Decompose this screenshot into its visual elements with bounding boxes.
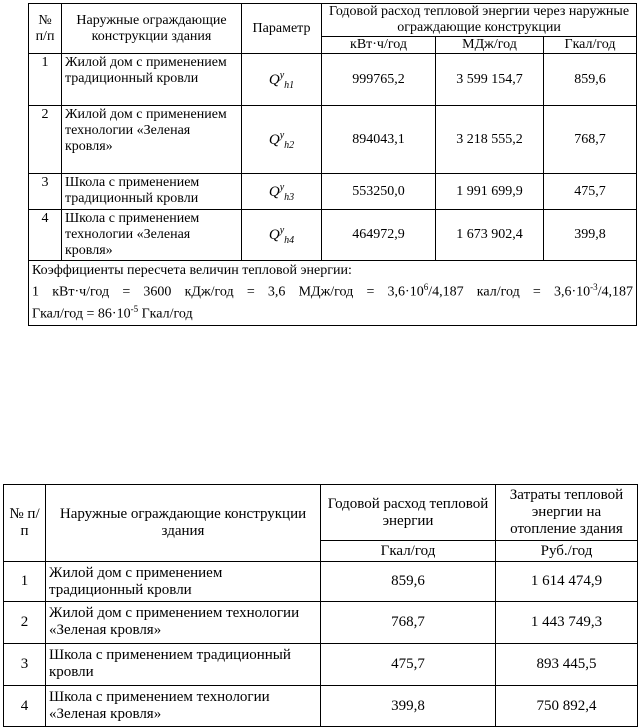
row-number: 4 <box>29 210 62 261</box>
value-mj: 3 599 154,7 <box>436 54 544 106</box>
table-row <box>29 210 637 261</box>
heat-consumption-table <box>28 3 637 326</box>
header-unit-mj: МДж/год <box>436 37 544 54</box>
table-row <box>29 106 637 174</box>
parameter-symbol: $Q^y_{h2}$ <box>242 106 322 174</box>
value-gcal: 768,7 <box>544 106 637 174</box>
value-kwh: 553250,0 <box>322 174 436 210</box>
value-gcal: 399,8 <box>321 686 496 727</box>
value-gcal: 768,7 <box>321 602 496 644</box>
header-unit-rub: Руб./год <box>496 541 638 562</box>
table-row <box>29 54 637 106</box>
row-structure: Школа с применением традиционный кровли <box>46 644 321 686</box>
row-number: 2 <box>4 602 46 644</box>
header-consumption: Годовой расход тепловой энергии через наружные ограждающие конструкции <box>322 4 637 37</box>
value-gcal: 399,8 <box>544 210 637 261</box>
header-structures: Наружные ограждающие конструкции здания <box>46 485 321 562</box>
value-mj: 1 673 902,4 <box>436 210 544 261</box>
heating-cost-table <box>3 484 638 727</box>
header-unit-kwh: кВт·ч/год <box>322 37 436 54</box>
parameter-symbol: $Q^y_{h4}$ <box>242 210 322 261</box>
parameter-symbol: $Q^y_{h3}$ <box>242 174 322 210</box>
row-number: 4 <box>4 686 46 727</box>
row-number: 1 <box>29 54 62 106</box>
table-row <box>4 602 638 644</box>
row-structure: Школа с применением технологии «Зеленая кровля» <box>62 210 242 261</box>
row-structure: Жилой дом с применением традиционный кровли <box>46 562 321 602</box>
value-rub: 750 892,4 <box>496 686 638 727</box>
row-number: 3 <box>29 174 62 210</box>
header-no: № п/п <box>29 4 62 54</box>
header-parameter: Параметр <box>242 4 322 54</box>
row-structure: Школа с применением традиционный кровли <box>62 174 242 210</box>
row-structure: Школа с применением технологии «Зеленая кровля» <box>46 686 321 727</box>
header-structures: Наружные ограждающие конструкции здания <box>62 4 242 54</box>
value-kwh: 464972,9 <box>322 210 436 261</box>
row-number: 3 <box>4 644 46 686</box>
value-rub: 1 443 749,3 <box>496 602 638 644</box>
conversion-note-title: Коэффициенты пересчета величин тепловой энергии: <box>32 263 352 278</box>
value-mj: 1 991 699,9 <box>436 174 544 210</box>
parameter-symbol: $Q^y_{h1}$ <box>242 54 322 106</box>
row-number: 2 <box>29 106 62 174</box>
value-gcal: 859,6 <box>544 54 637 106</box>
conversion-note <box>29 261 637 326</box>
header-unit-gcal: Гкал/год <box>544 37 637 54</box>
conversion-note-formula: 1 кВт·ч/год = 3600 кДж/год = 3,6 $МДж/год = 3,6\cdot 10^6/4,187$ $кал/год = 3,6\cdot 10^{-3}/4,187$ <box>32 282 634 300</box>
value-gcal: 859,6 <box>321 562 496 602</box>
value-gcal: 475,7 <box>544 174 637 210</box>
value-rub: 1 614 474,9 <box>496 562 638 602</box>
value-kwh: 894043,1 <box>322 106 436 174</box>
table-row <box>4 686 638 727</box>
row-structure: Жилой дом с применением технологии «Зеленая кровля» <box>62 106 242 174</box>
value-gcal: 475,7 <box>321 644 496 686</box>
row-structure: Жилой дом с применением технологии «Зеленая кровля» <box>46 602 321 644</box>
table-row <box>4 562 638 602</box>
table-row <box>29 174 637 210</box>
header-no: № п/п <box>4 485 46 562</box>
conversion-note-formula-end: Гкал/год = $86\cdot 10^{-5}$ Гкал/год <box>32 303 193 322</box>
header-unit-gcal: Гкал/год <box>321 541 496 562</box>
table-row <box>4 644 638 686</box>
value-rub: 893 445,5 <box>496 644 638 686</box>
value-mj: 3 218 555,2 <box>436 106 544 174</box>
header-cost: Затраты тепловой энергии на отопление здания <box>496 485 638 541</box>
row-number: 1 <box>4 562 46 602</box>
header-consumption: Годовой расход тепловой энергии <box>321 485 496 541</box>
value-kwh: 999765,2 <box>322 54 436 106</box>
row-structure: Жилой дом с применением традиционный кровли <box>62 54 242 106</box>
